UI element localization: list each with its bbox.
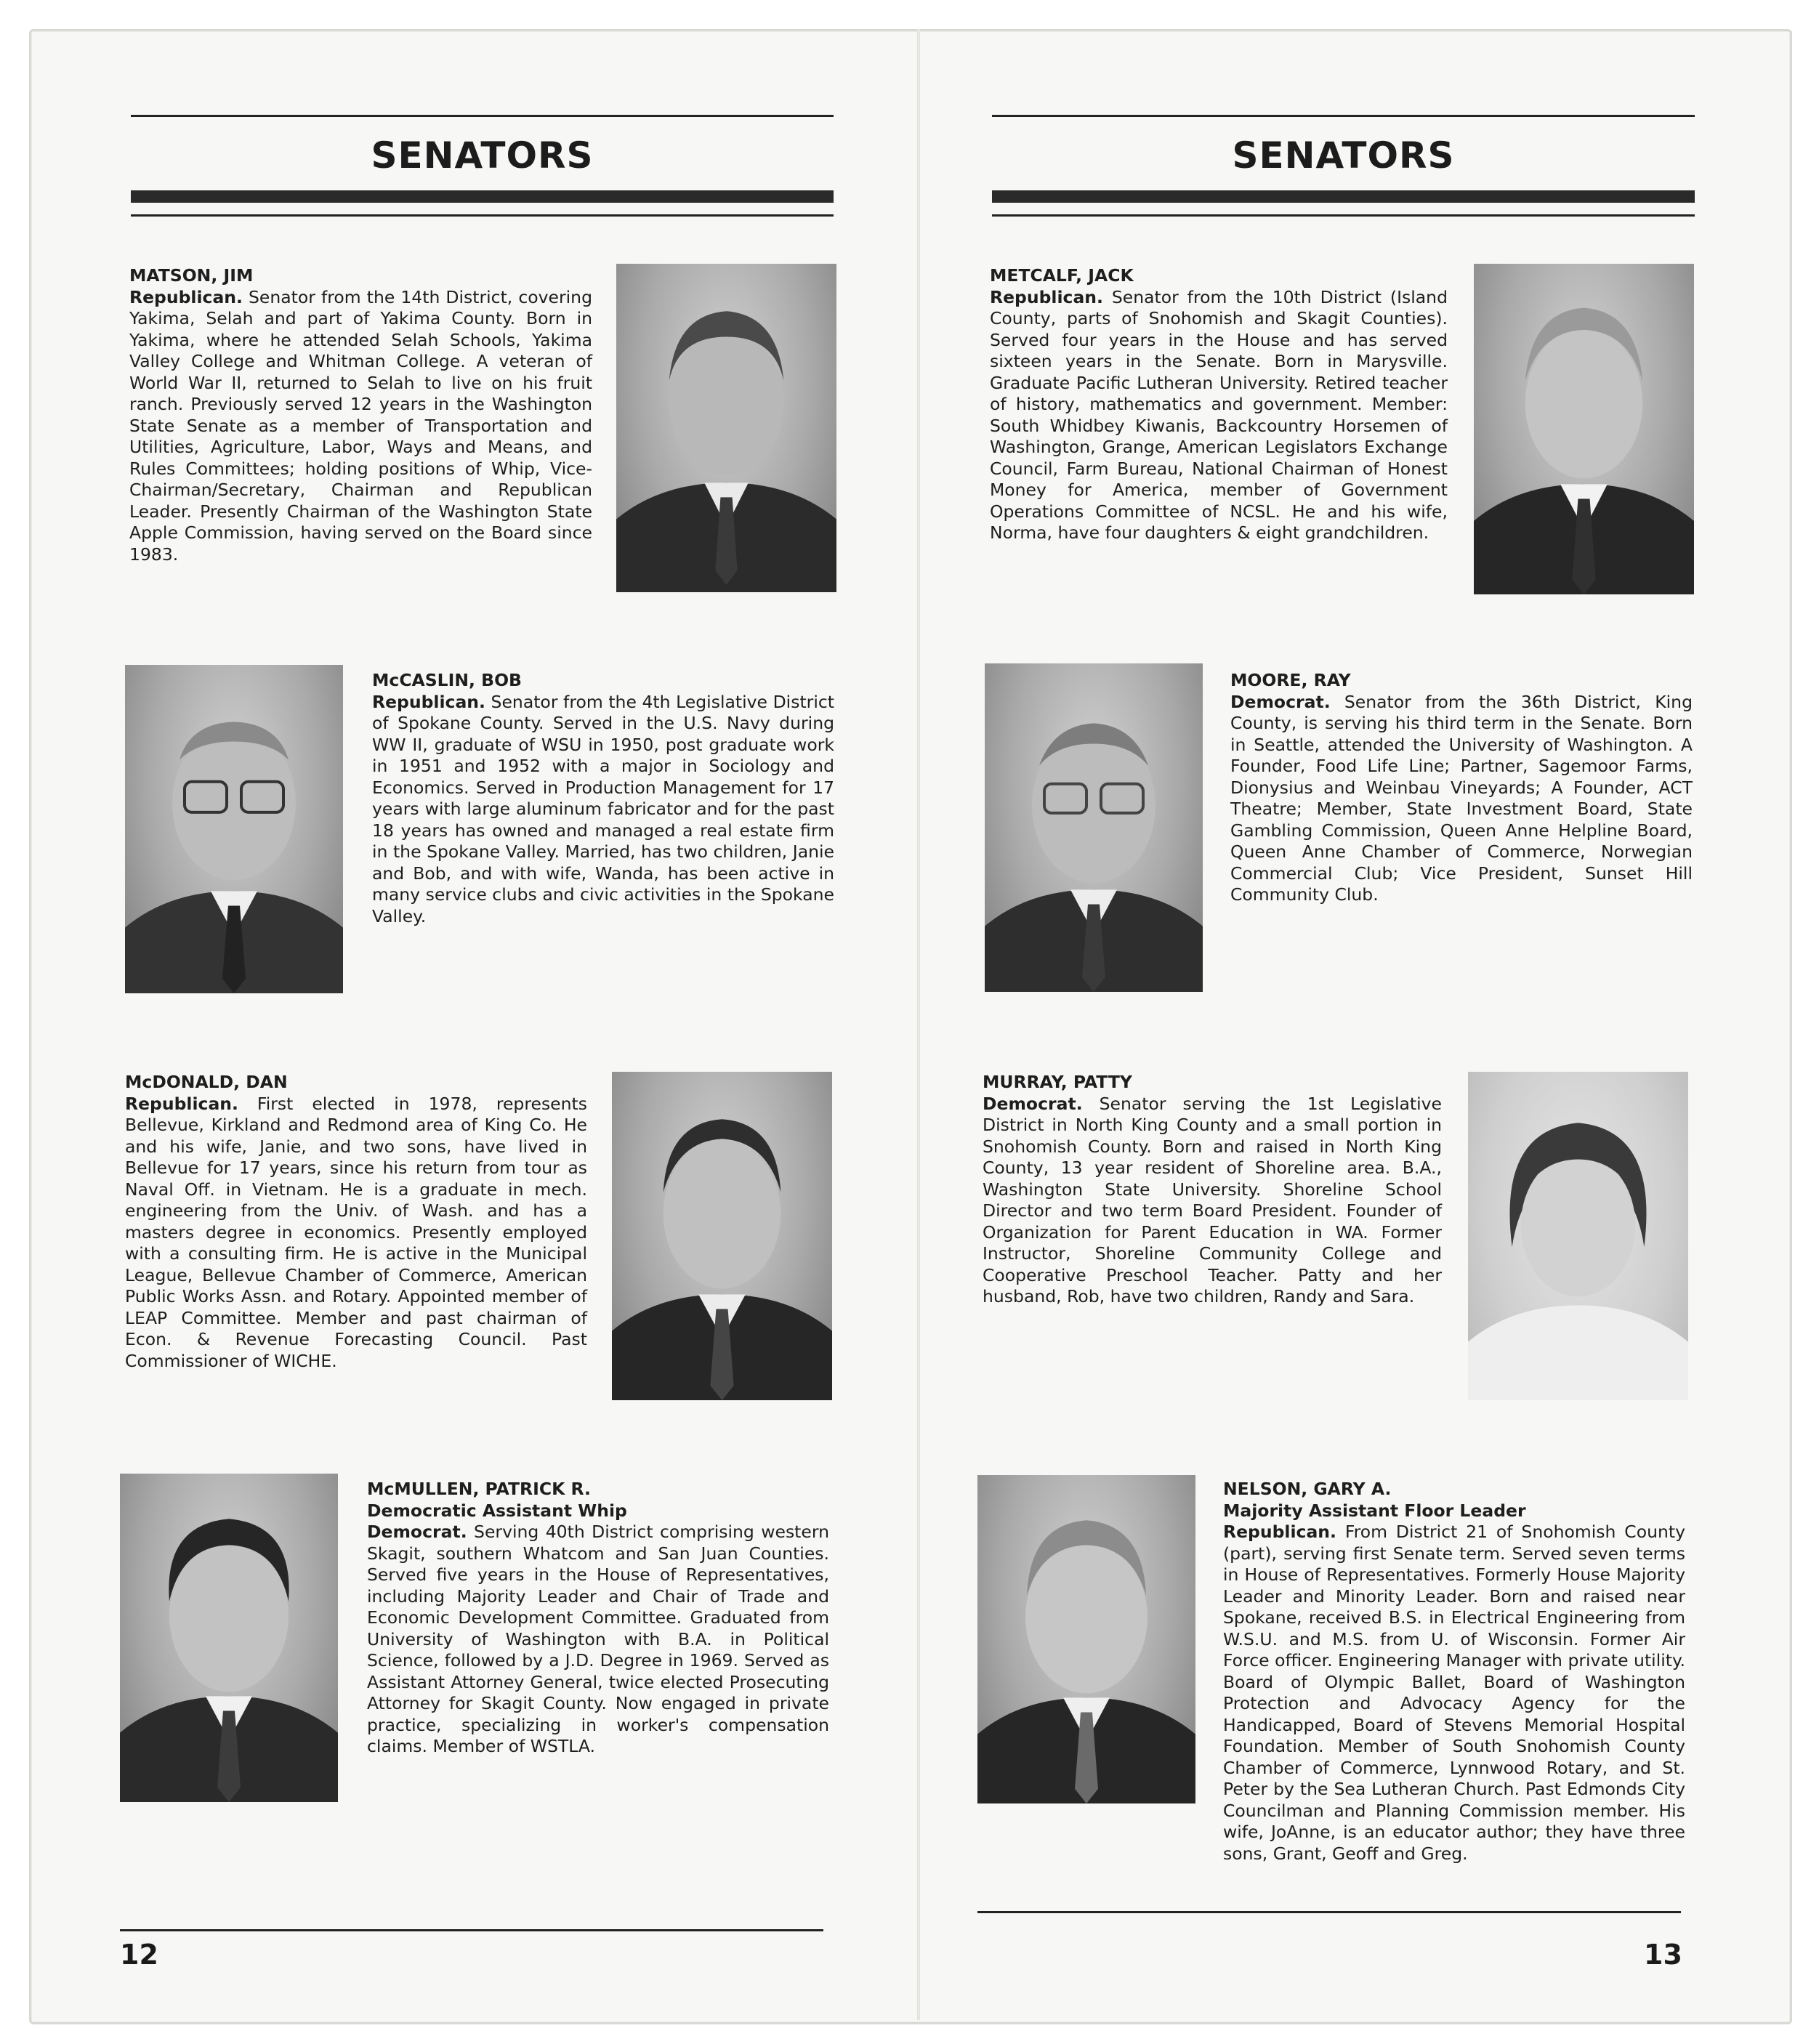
page-header: SENATORS bbox=[371, 134, 594, 177]
header-thick-rule bbox=[131, 190, 834, 203]
senator-bio: From District 21 of Snohomish County (part), serving first Senate term. Served seven terms in House of Representatives. Formerly House Majority Leader and Minority Leader. Born and raised near Spokane, received B.S. in Electrical Engineering from W.S.U. and M.S. from U. of Wisconsin. Former Air Force officer. Engineering Manager with private utility. Board of Olympic Ballet, Board of Washington Protection and Advocacy Agency for the Handicapped, Board of Stevens Memorial Hospital Foundation. Member of South Snohomish County Chamber of Commerce, Lynnwood Rotary, and St. Peter by the Sea Lutheran Church. Past Edmonds City Councilman and Planning Commission member. His wife, JoAnne, is an educator author; they have three sons, Grant, Geoff and Greg. bbox=[1223, 1522, 1685, 1864]
senator-leadership-title: Majority Assistant Floor Leader bbox=[1223, 1500, 1526, 1521]
senator-name: METCALF, JACK bbox=[990, 265, 1134, 286]
senator-bio: First elected in 1978, represents Bellevue, Kirkland and Redmond area of King Co. He and his wife, Janie, and two sons, have lived in Bellevue for 17 years, since his return from tour as Naval Off. in Vietnam. He is a graduate in mech. engineering from the Univ. of Wash. and has a masters degree in economics. Presently employed with a consulting firm. He is active in the Municipal League, Bellevue Chamber of Commerce, American Public Works Assn. and Rotary. Appointed member of LEAP Committee. Member and past chairman of Econ. & Revenue Forecasting Council. Past Commissioner of WICHE. bbox=[125, 1093, 587, 1371]
senator-bio: Serving 40th District comprising western Skagit, southern Whatcom and San Juan Counties. Served five years in the House of Representatives, including Majority Leader and Chair of Trade and Economic Development Committee. Graduated from University of Washington with B.A. in Political Science, followed by a J.D. Degree in 1969. Served as Assistant Attorney General, twice elected Prosecuting Attorney for Skagit County. Now engaged in private practice, specializing in worker's compensation claims. Member of WSTLA. bbox=[367, 1522, 829, 1756]
senator-name: MURRAY, PATTY bbox=[983, 1072, 1132, 1092]
page-header: SENATORS bbox=[1232, 134, 1455, 177]
senator-bio: Senator from the 14th District, covering Yakima, Selah and part of Yakima County. Born in Yakima, where he attended Selah Schools, Yakima Valley College and Whitman College. A veteran of World War II, returned to Selah to live on his fruit ranch. Previously served 12 years in the Washington State Senate as a member of Transportation and Utilities, Agriculture, Labor, Ways and Means, and Rules Committees; holding positions of Whip, Vice-Chairman/Secretary, Chairman and Republican Leader. Presently Chairman of the Washington State Apple Commission, having served on the Board since 1983. bbox=[129, 286, 592, 565]
senator-portrait-photo bbox=[616, 264, 836, 592]
senator-bio: Senator serving the 1st Legislative District in North King County and a small portion in Snohomish County. Born and raised in North King County, 13 year resident of Shoreline area. B.A., Washington State University. Shoreline School Director and two term Board President. Founder of Organization for Parent Education in WA. Former Instructor, Shoreline Community College and Cooperative Preschool Teacher. Patty and her husband, Rob, have two children, Randy and Sara. bbox=[983, 1093, 1442, 1306]
page-number: 13 bbox=[1644, 1939, 1682, 1971]
senator-entry bbox=[372, 670, 834, 927]
header-bottom-rule bbox=[992, 214, 1695, 217]
senator-bio: Senator from the 4th Legislative District of Spokane County. Served in the U.S. Navy during WW II, graduate of WSU in 1950, post graduate work in 1951 and 1952 with a major in Sociology and Economics. Served in Production Management for 17 years with large aluminum fabricator and for the past 18 years has owned and managed a real estate firm in the Spokane Valley. Married, has two children, Janie and Bob, and with wife, Wanda, has been active in many service clubs and civic activities in the Spokane Valley. bbox=[372, 691, 834, 926]
senator-entry bbox=[1223, 1479, 1685, 1865]
senator-party: Republican. bbox=[129, 286, 243, 307]
senator-name: NELSON, GARY A. bbox=[1223, 1479, 1392, 1499]
page-number: 12 bbox=[120, 1939, 158, 1971]
senator-party: Republican. bbox=[372, 691, 485, 712]
senator-portrait-photo bbox=[1474, 264, 1694, 594]
senator-party: Republican. bbox=[125, 1093, 238, 1114]
senator-name: MATSON, JIM bbox=[129, 265, 254, 286]
senator-entry bbox=[990, 265, 1448, 544]
senator-portrait-photo bbox=[120, 1474, 338, 1802]
senator-entry bbox=[983, 1072, 1442, 1308]
senator-name: McDONALD, DAN bbox=[125, 1072, 288, 1092]
senator-party: Democrat. bbox=[1230, 691, 1331, 712]
senator-portrait-photo bbox=[612, 1072, 832, 1400]
header-top-rule bbox=[992, 115, 1695, 117]
header-bottom-rule bbox=[131, 214, 834, 217]
senator-portrait-photo bbox=[985, 663, 1203, 992]
senator-bio: Senator from the 36th District, King County, is serving his third term in the Senate. Born in Seattle, attended the University of Washington. A Founder, Food Life Line; Partner, Sagemoor Farms, Dionysius and Weinbau Vineyards; A Founder, ACT Theatre; Member, State Investment Board, State Gambling Commission, Queen Anne Helpline Board, Queen Anne Chamber of Commerce, Norwegian Commercial Club; Vice President, Sunset Hill Community Club. bbox=[1230, 691, 1693, 905]
senator-party: Republican. bbox=[1223, 1522, 1336, 1542]
senator-name: McMULLEN, PATRICK R. bbox=[367, 1479, 591, 1499]
senator-party: Republican. bbox=[990, 286, 1103, 307]
senator-entry bbox=[129, 265, 592, 565]
senator-party: Democrat. bbox=[367, 1522, 467, 1542]
senator-portrait-photo bbox=[1468, 1072, 1688, 1400]
senator-party: Democrat. bbox=[983, 1093, 1083, 1114]
page-gutter bbox=[917, 29, 920, 2020]
senator-portrait-photo bbox=[125, 665, 343, 993]
senator-name: McCASLIN, BOB bbox=[372, 670, 522, 690]
footer-rule bbox=[120, 1929, 823, 1931]
senator-leadership-title: Democratic Assistant Whip bbox=[367, 1500, 627, 1521]
senator-entry bbox=[125, 1072, 587, 1372]
footer-rule bbox=[977, 1911, 1681, 1913]
senator-name: MOORE, RAY bbox=[1230, 670, 1351, 690]
header-top-rule bbox=[131, 115, 834, 117]
header-thick-rule bbox=[992, 190, 1695, 203]
senator-entry bbox=[367, 1479, 829, 1758]
senator-bio: Senator from the 10th District (Island County, parts of Snohomish and Skagit Counties). Served four years in the House and has served sixteen years in the Senate. Born in Marysville. Graduate Pacific Lutheran University. Retired teacher of history, mathematics and government. Member: South Whidbey Kiwanis, Backcountry Horsemen of Washington, Grange, American Legislators Exchange Council, Farm Bureau, National Chairman of Honest Money for America, member of Government Operations Committee of NCSL. He and his wife, Norma, have four daughters & eight grandchildren. bbox=[990, 286, 1448, 543]
senator-entry bbox=[1230, 670, 1693, 906]
senator-portrait-photo bbox=[977, 1475, 1195, 1803]
